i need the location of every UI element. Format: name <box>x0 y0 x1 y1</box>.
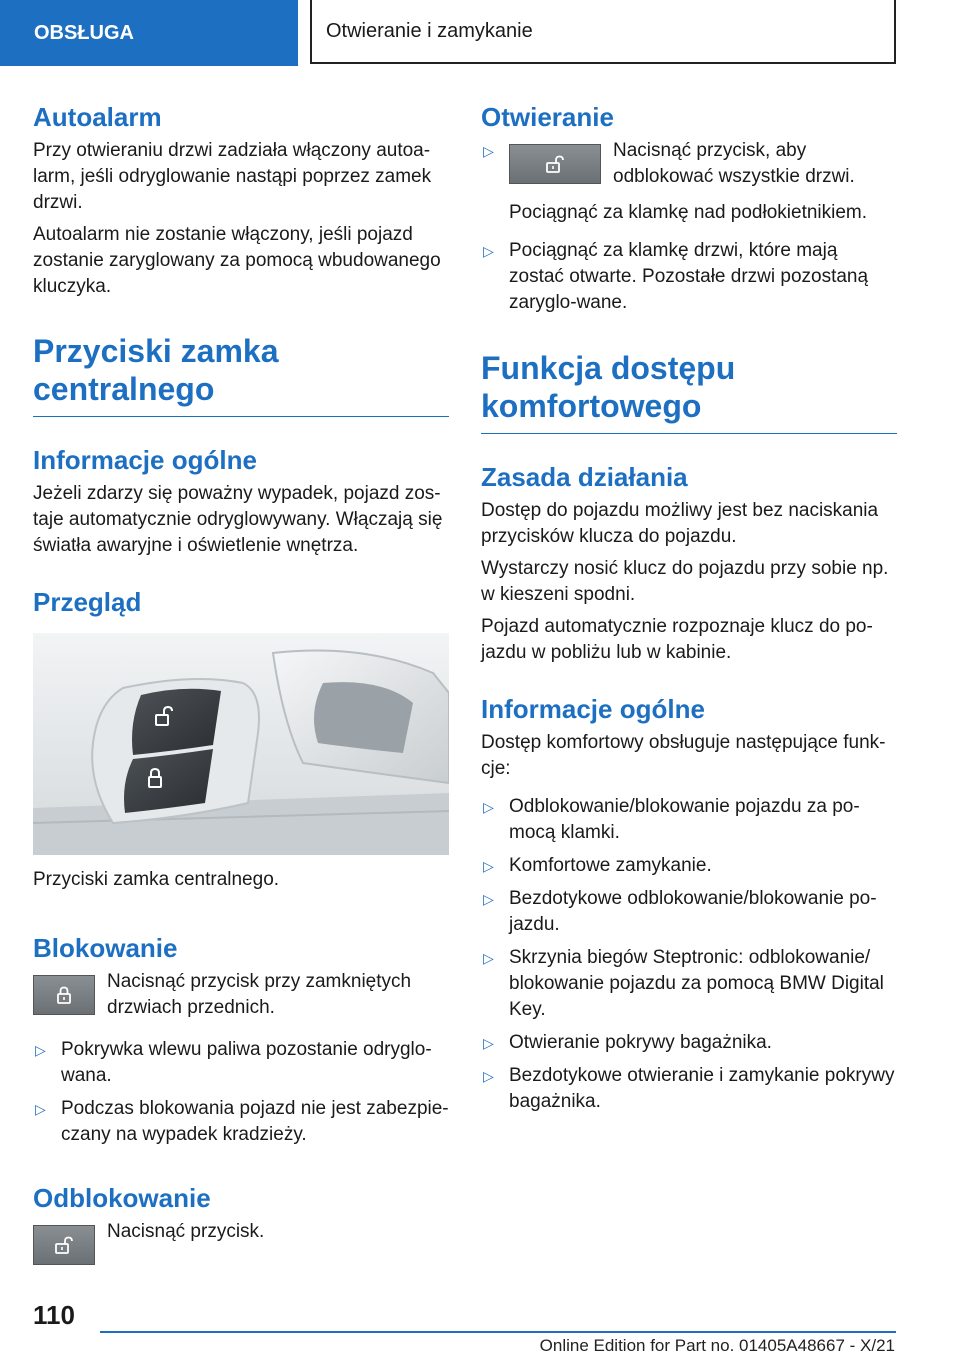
chapter-title: Otwieranie i zamykanie <box>310 0 896 64</box>
triangle-bullet-icon: ▷ <box>483 891 494 907</box>
photo-caption: Przyciski zamka centralnego. <box>33 869 280 890</box>
lock-icon <box>54 985 74 1005</box>
section-tab: OBSŁUGA <box>0 0 298 66</box>
door-panel-illustration <box>33 633 449 855</box>
principle-paragraph-2: Wystarczy nosić klucz do pojazdu przy sobie np. w kieszeni spodni. <box>481 558 889 605</box>
page-header <box>0 0 960 66</box>
unlock-icon <box>53 1235 75 1255</box>
unlocking-text: Nacisnąć przycisk. <box>107 1221 265 1242</box>
triangle-bullet-icon: ▷ <box>483 243 494 259</box>
comfort-access-heading: Funkcja dostępu komfortowego <box>481 349 897 434</box>
overview-heading: Przegląd <box>33 587 142 617</box>
triangle-bullet-icon: ▷ <box>35 1101 46 1117</box>
opening-text: Nacisnąć przycisk, aby odblokować wszystkie drzwi. <box>613 140 855 187</box>
triangle-bullet-icon: ▷ <box>483 950 494 966</box>
list-item: ▷ Komfortowe zamykanie. <box>481 853 897 879</box>
triangle-bullet-icon: ▷ <box>483 799 494 815</box>
unlocking-heading: Odblokowanie <box>33 1183 211 1213</box>
locking-heading: Blokowanie <box>33 933 178 963</box>
unlock-button-illustration <box>33 1225 95 1265</box>
central-lock-buttons-photo <box>33 633 449 855</box>
comfort-general-info-heading: Informacje ogólne <box>481 694 705 724</box>
locking-instruction <box>33 969 449 1021</box>
list-item: ▷ Pokrywka wlewu paliwa pozostanie odryglo-wana. <box>35 1039 432 1086</box>
list-item: ▷ Pociągnąć za klamkę drzwi, które mają zostać otwarte. Pozostałe drzwi pozostaną zaryglo-wane. <box>483 240 869 313</box>
list-item: ▷ Otwieranie pokrywy bagażnika. <box>481 1030 897 1056</box>
list-item: ▷ Bezdotykowe odblokowanie/blokowanie po-jazdu. <box>483 888 877 935</box>
principle-heading: Zasada działania <box>481 462 688 492</box>
autoalarm-paragraph-2: Autoalarm nie zostanie włączony, jeśli pojazd zostanie zaryglowany za pomocą wbudowanego kluczyka. <box>33 224 441 297</box>
footer-divider <box>100 1331 896 1333</box>
opening-list <box>481 238 897 316</box>
triangle-bullet-icon: ▷ <box>483 858 494 874</box>
comfort-general-info-paragraph: Dostęp komfortowy obsługuje następujące funk-cje: <box>481 732 886 779</box>
locking-notes-list <box>33 1037 449 1148</box>
triangle-bullet-icon: ▷ <box>483 143 494 159</box>
comfort-functions-list <box>481 794 897 1115</box>
opening-subtext: Pociągnąć za klamkę nad podłokietnikiem. <box>509 202 868 223</box>
opening-instruction <box>481 138 897 190</box>
lock-button-illustration <box>33 975 95 1015</box>
triangle-bullet-icon: ▷ <box>483 1035 494 1051</box>
general-info-heading: Informacje ogólne <box>33 445 257 475</box>
general-info-paragraph: Jeżeli zdarzy się poważny wypadek, pojazd zos-taje automatycznie odryglowywany. Włączają się światła awaryjne i oświetlenie wnętrza. <box>33 483 443 556</box>
list-item: ▷ Podczas blokowania pojazd nie jest zabezpie-czany na wypadek kradzieży. <box>35 1098 449 1145</box>
unlock-button-illustration <box>509 144 601 184</box>
list-item: ▷ Skrzynia biegów Steptronic: odblokowanie/ blokowanie pojazdu za pomocą BMW Digital Key. <box>483 947 884 1020</box>
central-lock-heading: Przyciski zamka centralnego <box>33 332 449 417</box>
page-number: 110 <box>33 1300 75 1330</box>
right-column <box>481 100 897 1122</box>
left-column <box>33 100 449 1265</box>
list-item: ▷ Bezdotykowe otwieranie i zamykanie pokrywy bagażnika. <box>483 1065 895 1112</box>
unlock-icon <box>544 154 566 174</box>
list-item: ▷ Odblokowanie/blokowanie pojazdu za po-mocą klamki. <box>483 796 860 843</box>
autoalarm-heading: Autoalarm <box>33 102 162 132</box>
triangle-bullet-icon: ▷ <box>483 1068 494 1084</box>
edition-note: Online Edition for Part no. 01405A48667 - X/21 <box>539 1336 895 1355</box>
autoalarm-paragraph-1: Przy otwieraniu drzwi zadziała włączony autoa-larm, jeśli odryglowanie nastąpi poprzez zamek drzwi. <box>33 140 432 213</box>
locking-text: Nacisnąć przycisk przy zamkniętych drzwiach przednich. <box>107 971 412 1018</box>
opening-heading: Otwieranie <box>481 102 614 132</box>
principle-paragraph-3: Pojazd automatycznie rozpoznaje klucz do po-jazdu w pobliżu lub w kabinie. <box>481 616 873 663</box>
principle-paragraph-1: Dostęp do pojazdu możliwy jest bez naciskania przycisków klucza do pojazdu. <box>481 500 879 547</box>
triangle-bullet-icon: ▷ <box>35 1042 46 1058</box>
unlocking-instruction <box>33 1219 449 1265</box>
